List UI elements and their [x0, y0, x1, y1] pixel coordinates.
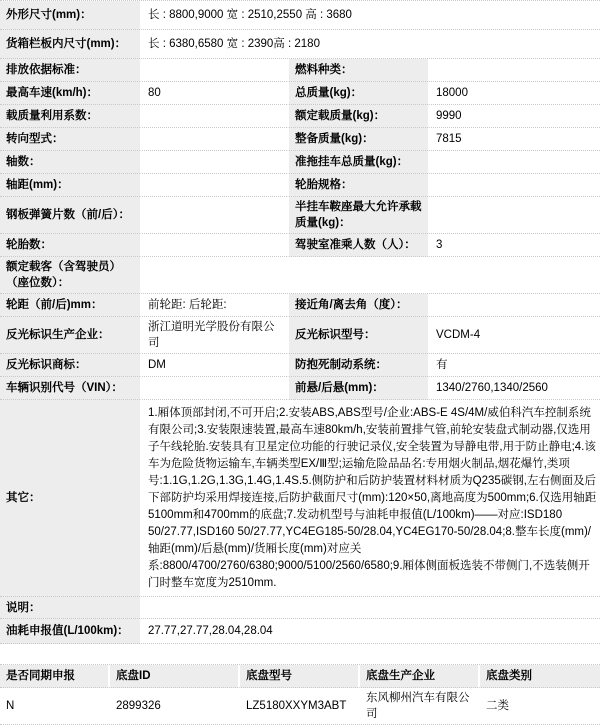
spec-row-reflective-brand-abs: [0, 354, 600, 377]
spec-value: 长 : 8800,9000 宽 : 2510,2550 高 : 3680: [140, 1, 600, 30]
spec-row-emission-fuel: [0, 59, 600, 82]
spec-value: [140, 197, 287, 234]
spec-row-utilization-rated-load: [0, 105, 600, 128]
spec-value: [140, 234, 287, 257]
spec-label: 转向型式：: [0, 128, 140, 151]
spec-label: 准拖挂车总质量(kg)：: [287, 151, 428, 174]
spec-label: 反光标识型号：: [287, 317, 428, 354]
spec-value: DM: [140, 354, 287, 377]
spec-row-fuel-consumption: [0, 619, 600, 644]
spec-row-dimensions: [0, 1, 600, 30]
chassis-manufacturer-value: 东风柳州汽车有限公司: [358, 688, 478, 725]
spec-label: 整备质量(kg)：: [287, 128, 428, 151]
spec-label: 轴数：: [0, 151, 140, 174]
spec-label: 额定载客（含驾驶员）（座位数）：: [0, 257, 140, 294]
spec-label: 油耗申报值(L/100km)：: [0, 619, 140, 644]
spec-label: 半挂车鞍座最大允许承载质量(kg)：: [287, 197, 428, 234]
spec-label: 防抱死制动系统：: [287, 354, 428, 377]
chassis-header-category: 底盘类别: [478, 665, 600, 688]
spec-label: 总质量(kg)：: [287, 82, 428, 105]
spec-row-track-angles: [0, 294, 600, 317]
spec-label: 额定载质量(kg)：: [287, 105, 428, 128]
spec-label: 轴距(mm)：: [0, 174, 140, 197]
spec-value: 18000: [428, 82, 600, 105]
spec-label: 燃料种类：: [287, 59, 428, 82]
spec-value: [140, 59, 287, 82]
spec-label: 轮胎规格：: [287, 174, 428, 197]
spec-label: 轮胎数：: [0, 234, 140, 257]
spec-value: 9990: [428, 105, 600, 128]
spec-value-remarks: 1.厢体顶部封闭,不可开启;2.安装ABS,ABS型号/企业:ABS-E 4S/4M/威伯科汽车控制系统有限公司;3.安装限速装置,最高车速80km/h,安装前置排气管,前轮安装盘式制动器,仅选用子午线轮胎.安装具有卫星定位功能的行驶记录仪,安全装置为导静电带,用于防止静电;4.该车为危险货物运输车,车辆类型EX/Ⅲ型;运输危险品品名:专用烟火制品,烟花爆竹,类项号:1.1G,1.2G,1.3G,1.4G,1.4S.5.侧防护和后防护装置材料材质为Q235碳钢,左右侧面及后下部防护均采用焊接连接,后防护截面尺寸(mm):120×50,离地高度为500mm;6.仅选用轴距5100mm和4700mm的底盘;7.发动机型号与油耗申报值(L/100km)——对应:ISD180 50/27.77,ISD160 50/27.77,YC4EG185-50/28.04,YC4EG170-50/28.04;8.整车长度(mm)/轴距(mm)/后悬(mm)/货厢长度(mm)对应关系:8800/4700/2760/6380;9000/5100/2560/6580;9.厢体侧面板选装不带侧门,不选装侧开门时整车宽度为2510mm.: [140, 400, 600, 597]
spec-value: 浙江道明光学股份有限公司: [140, 317, 287, 354]
spec-label: 驾驶室准乘人数（人）：: [287, 234, 428, 257]
chassis-info-table: [0, 664, 600, 725]
chassis-id-value: 2899326: [108, 688, 238, 725]
spec-value: 1340/2760,1340/2560: [428, 377, 600, 400]
spec-label: 车辆识别代号（VIN）：: [0, 377, 140, 400]
spec-row-cargo-box: [0, 30, 600, 59]
spec-label: 反光标识商标：: [0, 354, 140, 377]
spec-value: [428, 197, 600, 234]
spec-row-other-remarks: [0, 400, 600, 597]
spec-value: [140, 105, 287, 128]
spec-label: 钢板弹簧片数（前/后）：: [0, 197, 140, 234]
spec-value: [428, 174, 600, 197]
spec-row-tires-cab-seats: [0, 234, 600, 257]
chassis-model-value: LZ5180XXYM3ABT: [238, 688, 358, 725]
chassis-header-id: 底盘ID: [108, 665, 238, 688]
chassis-header-row: [0, 665, 600, 688]
spec-value: [428, 294, 600, 317]
spec-label: 最高车速(km/h)：: [0, 82, 140, 105]
spec-row-notes: [0, 597, 600, 619]
spec-row-axles-trailer-mass: [0, 151, 600, 174]
spec-label: 其它：: [0, 400, 140, 597]
chassis-data-row: [0, 688, 600, 725]
chassis-same-period-value: N: [0, 688, 108, 725]
spec-value: 长 : 6380,6580 宽 : 2390高 : 2180: [140, 30, 600, 59]
spec-value: [140, 257, 600, 294]
spec-row-springs-saddle-load: [0, 197, 600, 234]
spec-label: 货箱栏板内尺寸(mm)：: [0, 30, 140, 59]
spec-value: 3: [428, 234, 600, 257]
spec-label: 排放依据标准：: [0, 59, 140, 82]
spec-value: VCDM-4: [428, 317, 600, 354]
spec-value: [140, 597, 600, 619]
spec-value: [428, 59, 600, 82]
chassis-header-model: 底盘型号: [238, 665, 358, 688]
spec-label: 反光标识生产企业：: [0, 317, 140, 354]
spec-value: [428, 151, 600, 174]
spec-label: 外形尺寸(mm)：: [0, 1, 140, 30]
spec-row-reflective-maker-model: [0, 317, 600, 354]
chassis-header-manufacturer: 底盘生产企业: [358, 665, 478, 688]
spec-value: [140, 174, 287, 197]
spec-value: [140, 377, 287, 400]
spec-label: 载质量利用系数：: [0, 105, 140, 128]
spec-row-speed-mass: [0, 82, 600, 105]
spec-value: 7815: [428, 128, 600, 151]
spec-value: 80: [140, 82, 287, 105]
table-gap: [0, 644, 600, 664]
spec-value: [140, 151, 287, 174]
spec-label: 轮距（前/后)mm：: [0, 294, 140, 317]
spec-row-steering-curb-weight: [0, 128, 600, 151]
spec-label: 接近角/离去角（度）：: [287, 294, 428, 317]
spec-value: 有: [428, 354, 600, 377]
chassis-category-value: 二类: [478, 688, 600, 725]
spec-value: [140, 128, 287, 151]
spec-row-rated-passengers: [0, 257, 600, 294]
spec-label: 前悬/后悬(mm)：: [287, 377, 428, 400]
chassis-header-same-period: 是否同期申报: [0, 665, 108, 688]
spec-row-wheelbase-tire-spec: [0, 174, 600, 197]
spec-value: 前轮距: 后轮距:: [140, 294, 287, 317]
spec-label: 说明：: [0, 597, 140, 619]
spec-value: 27.77,27.77,28.04,28.04: [140, 619, 600, 644]
spec-row-vin-overhang: [0, 377, 600, 400]
